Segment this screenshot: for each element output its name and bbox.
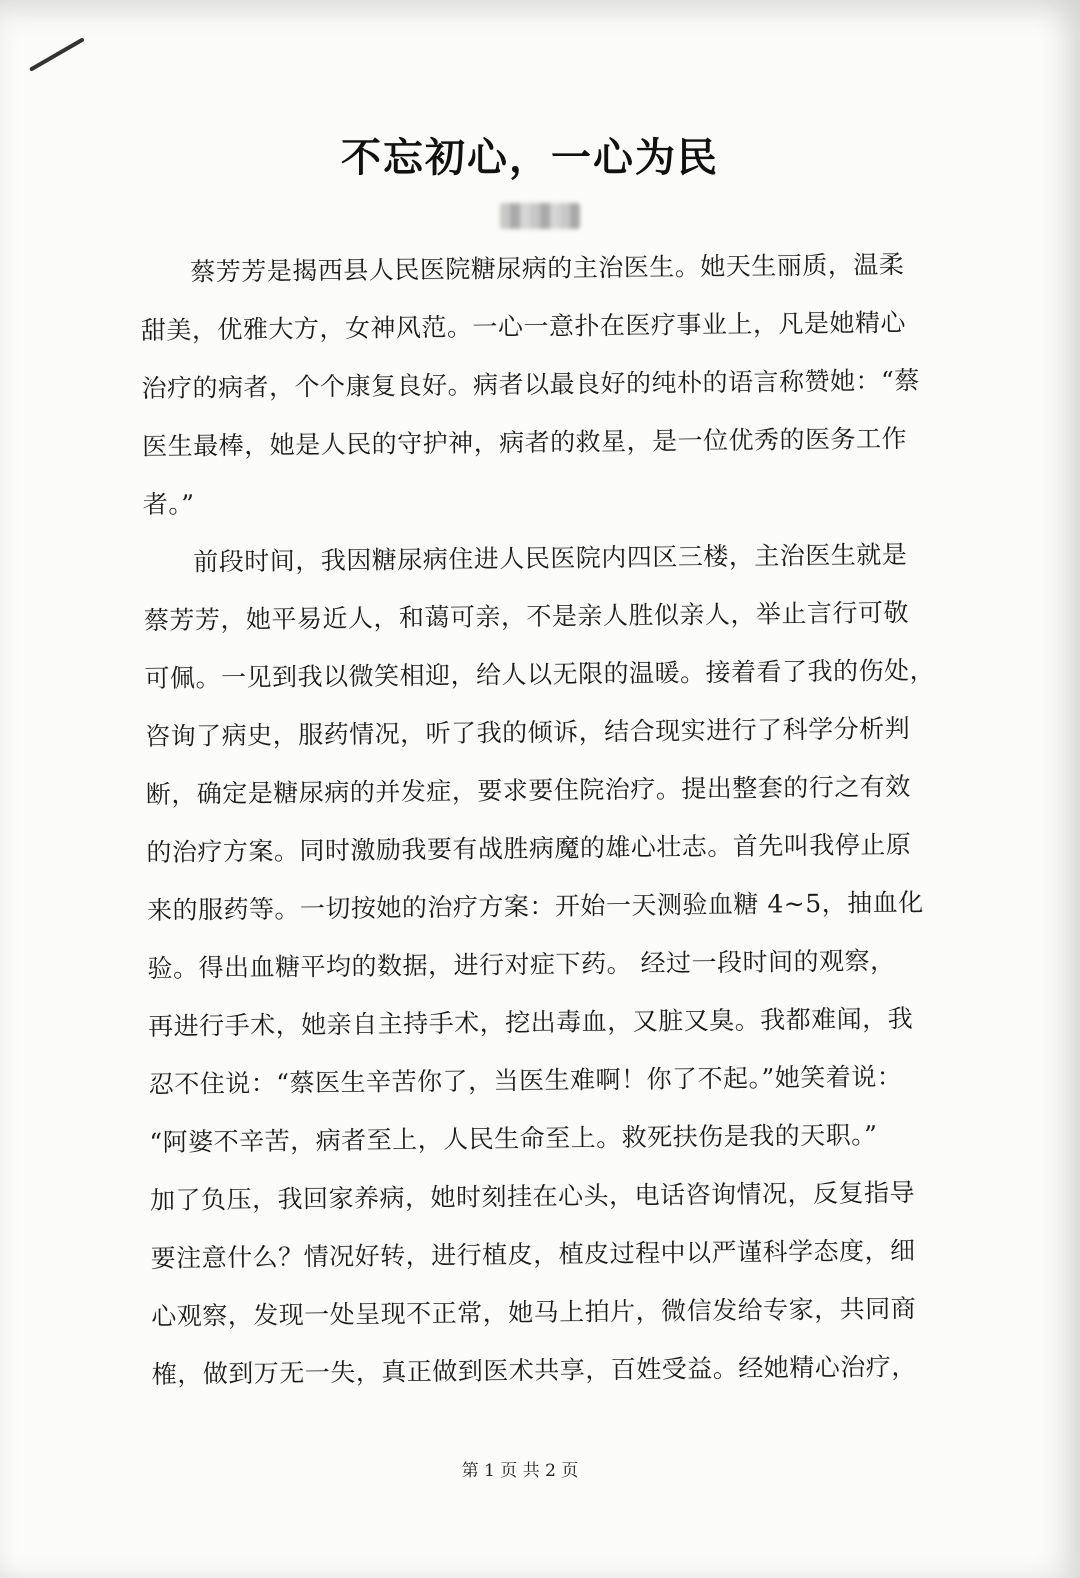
document-title: 不忘初心，一心为民 [341,134,719,181]
text-line: 的治疗方案。同时激励我要有战胜病魔的雄心壮志。首先叫我停止原 [146,829,912,867]
text-line: 忍不住说：“蔡医生辛苦你了，当医生难啊！你了不起。”她笑着说： [148,1062,903,1099]
text-line: “阿婆不辛苦，病者至上，人民生命至上。救死扶伤是我的天职。” [149,1120,878,1157]
text-line: 再进行手术，她亲自主持手术，挖出毒血，又脏又臭。我都难闻，我 [148,1003,914,1041]
text-line: 可佩。一见到我以微笑相迎，给人以无限的温暖。接着看了我的伤处， [144,655,936,693]
text-line: 蔡芳芳是揭西县人民医院糖尿病的主治医生。她天生丽质，温柔 [190,249,905,287]
redacted-author-name [500,203,580,229]
page-footer: 第 1 页 共 2 页 [461,1461,579,1481]
document-body [140,236,952,1404]
text-line: 来的服药等。一切按她的治疗方案：开始一天测验血糖 4~5，抽血化 [146,887,924,925]
text-line: 者。” [142,489,195,519]
pen-stroke-mark [29,37,85,71]
text-line: 榷，做到万无一失，真正做到医术共享，百姓受益。经她精心治疗， [151,1351,917,1389]
text-line: 断，确定是糖尿病的并发症，要求要住院治疗。提出整套的行之有效 [145,771,911,809]
text-line: 心观察，发现一处呈现不正常，她马上拍片，微信发给专家，共同商 [151,1293,917,1331]
text-line: 加了负压，我回家养病，她时刻挂在心头，电话咨询情况，反复指导 [149,1177,916,1215]
text-line: 咨询了病史，服药情况，听了我的倾诉，结合现实进行了科学分析判 [145,713,911,751]
text-line: 验。得出血糖平均的数据，进行对症下药。 经过一段时间的观察， [147,946,896,983]
text-line: 甜美，优雅大方，女神风范。一心一意扑在医疗事业上，凡是她精心 [140,307,907,345]
text-line: 要注意什么？情况好转，进行植皮，植皮过程中以严谨科学态度，细 [150,1235,916,1273]
text-line: 医生最棒，她是人民的守护神，病者的救星，是一位优秀的医务工作 [141,423,908,461]
text-line: 蔡芳芳，她平易近人，和蔼可亲，不是亲人胜似亲人，举止言行可敬 [143,597,910,635]
text-line: 前段时间，我因糖尿病住进人民医院内四区三楼，主治医生就是 [193,539,908,577]
text-line: 治疗的病者，个个康复良好。病者以最良好的纯朴的语言称赞她：“蔡 [141,365,920,403]
